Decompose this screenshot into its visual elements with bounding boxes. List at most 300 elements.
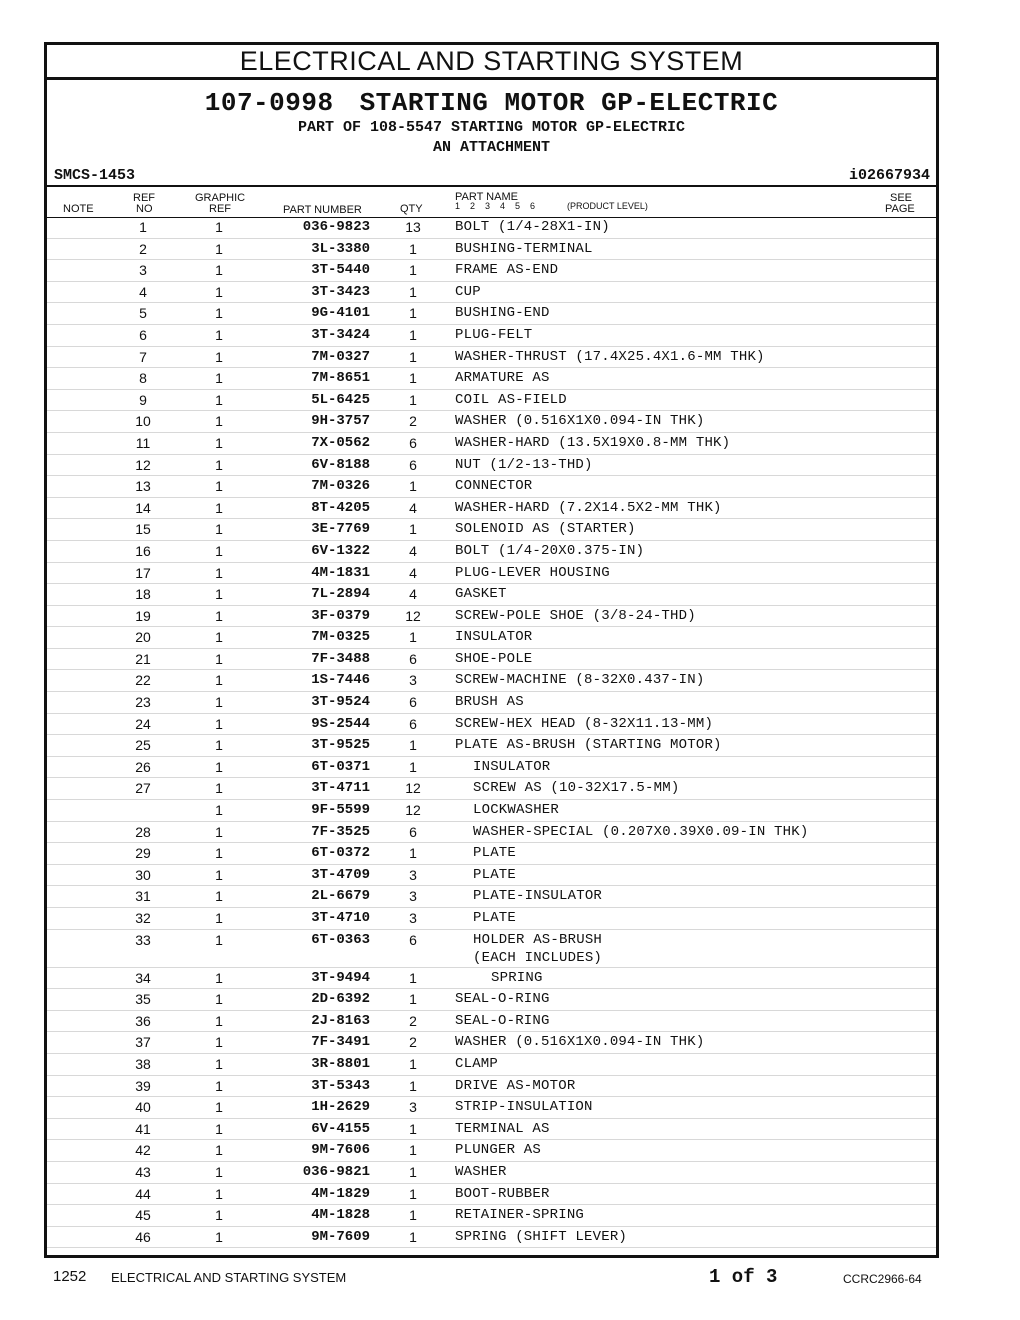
- graphic-ref: 1: [215, 456, 223, 473]
- table-row: [47, 541, 936, 563]
- quantity: 1: [409, 1142, 417, 1159]
- table-row: [47, 757, 936, 779]
- graphic-ref: 1: [215, 521, 223, 538]
- part-number: 6T-0372: [311, 845, 370, 862]
- quantity: 6: [409, 715, 417, 732]
- table-header: [47, 185, 936, 218]
- part-name: WASHER-THRUST (17.4X25.4X1.6-MM THK): [455, 348, 765, 365]
- part-number: 3T-3423: [311, 283, 370, 300]
- part-name: FRAME AS-END: [455, 262, 559, 279]
- part-number: 3L-3380: [311, 240, 370, 257]
- part-name: SEAL-O-RING: [455, 991, 550, 1008]
- header-ref-1: REF: [133, 192, 155, 204]
- ref-no: 37: [135, 1034, 151, 1051]
- quantity: 2: [409, 1034, 417, 1051]
- ref-no: 42: [135, 1142, 151, 1159]
- table-row: [47, 649, 936, 671]
- ref-no: 22: [135, 672, 151, 689]
- part-name: CONNECTOR: [455, 478, 533, 495]
- quantity: 3: [409, 866, 417, 883]
- ref-no: 18: [135, 586, 151, 603]
- quantity: 1: [409, 1163, 417, 1180]
- table-row: [47, 217, 936, 239]
- ref-no: 4: [139, 283, 147, 300]
- graphic-ref: 1: [215, 672, 223, 689]
- quantity: 2: [409, 1012, 417, 1029]
- part-number: 9M-7606: [311, 1142, 370, 1159]
- page-footer: [0, 1266, 1020, 1290]
- ref-no: 25: [135, 737, 151, 754]
- ref-no: 3: [139, 262, 147, 279]
- table-row: [47, 239, 936, 261]
- part-name: RETAINER-SPRING: [455, 1207, 585, 1224]
- part-name: INSULATOR: [473, 758, 551, 775]
- graphic-ref: 1: [215, 434, 223, 451]
- part-name: WASHER-SPECIAL (0.207X0.39X0.09-IN THK): [473, 823, 809, 840]
- quantity: 1: [409, 521, 417, 538]
- part-number: 9S-2544: [311, 715, 370, 732]
- part-number: 1S-7446: [311, 672, 370, 689]
- part-number: 3T-5343: [311, 1077, 370, 1094]
- table-row: [47, 800, 936, 822]
- parts-table-body: [47, 217, 936, 1248]
- part-name: GASKET: [455, 586, 507, 603]
- part-name: BOOT-RUBBER: [455, 1185, 550, 1202]
- footer-section: ELECTRICAL AND STARTING SYSTEM: [111, 1270, 347, 1285]
- graphic-ref: 1: [215, 348, 223, 365]
- part-number: 7F-3491: [311, 1034, 370, 1051]
- header-levels: 1 2 3 4 5 6: [455, 201, 536, 211]
- graphic-ref: 1: [215, 326, 223, 343]
- quantity: 12: [405, 780, 421, 797]
- ref-no: 35: [135, 991, 151, 1008]
- header-see-1: SEE: [890, 192, 913, 204]
- ref-no: 38: [135, 1055, 151, 1072]
- part-name: BOLT (1/4-28X1-IN): [455, 219, 610, 235]
- graphic-ref: 1: [215, 823, 223, 840]
- part-number: 3T-3424: [311, 326, 370, 343]
- part-number: 3T-4710: [311, 910, 370, 926]
- table-row: [47, 735, 936, 757]
- part-name: SHOE-POLE: [455, 650, 533, 667]
- table-row: [47, 692, 936, 714]
- quantity: 4: [409, 542, 417, 559]
- graphic-ref: 1: [215, 802, 223, 819]
- ref-no: 16: [135, 542, 151, 559]
- ref-no: 11: [135, 434, 151, 451]
- quantity: 3: [409, 910, 417, 926]
- graphic-ref: 1: [215, 391, 223, 408]
- part-name: SCREW-MACHINE (8-32X0.437-IN): [455, 672, 705, 689]
- table-row: [47, 368, 936, 390]
- ref-no: 36: [135, 1012, 151, 1029]
- quantity: 3: [409, 1099, 417, 1116]
- ref-no: 43: [135, 1163, 151, 1180]
- ref-no: 5: [139, 305, 147, 322]
- part-name: PLATE AS-BRUSH (STARTING MOTOR): [455, 737, 722, 754]
- graphic-ref: 1: [215, 1163, 223, 1180]
- quantity: 3: [409, 888, 417, 905]
- graphic-ref: 1: [215, 305, 223, 322]
- part-name: SCREW-POLE SHOE (3/8-24-THD): [455, 607, 696, 624]
- table-row: [47, 1205, 936, 1227]
- ref-no: 27: [135, 780, 151, 797]
- part-number: 3F-0379: [311, 607, 370, 624]
- table-row: [47, 865, 936, 887]
- quantity: 1: [409, 240, 417, 257]
- graphic-ref: 1: [215, 478, 223, 495]
- graphic-ref: 1: [215, 1012, 223, 1029]
- part-name: WASHER (0.516X1X0.094-IN THK): [455, 1034, 705, 1051]
- quantity: 12: [405, 607, 421, 624]
- part-name: STRIP-INSULATION: [455, 1099, 593, 1116]
- table-row: [47, 584, 936, 606]
- table-row: [47, 989, 936, 1011]
- part-name: SPRING (SHIFT LEVER): [455, 1228, 628, 1245]
- ref-no: 31: [135, 888, 151, 905]
- ref-no: 7: [139, 348, 147, 365]
- table-row: [47, 670, 936, 692]
- ref-no: 29: [135, 845, 151, 862]
- ref-no: 30: [135, 866, 151, 883]
- quantity: 1: [409, 326, 417, 343]
- part-number: 7M-0326: [311, 478, 370, 495]
- table-row: [47, 347, 936, 369]
- part-number: 7X-0562: [311, 434, 370, 451]
- part-name: NUT (1/2-13-THD): [455, 456, 593, 473]
- table-row: [47, 563, 936, 585]
- quantity: 1: [409, 478, 417, 495]
- part-number: 3T-9525: [311, 737, 370, 754]
- quantity: 6: [409, 456, 417, 473]
- table-row: [47, 1097, 936, 1119]
- part-name: LOCKWASHER: [473, 802, 560, 819]
- table-row: [47, 411, 936, 433]
- graphic-ref: 1: [215, 737, 223, 754]
- ref-no: 1: [139, 219, 147, 235]
- graphic-ref: 1: [215, 715, 223, 732]
- part-name: BRUSH AS: [455, 694, 524, 711]
- quantity: 1: [409, 1207, 417, 1224]
- graphic-ref: 1: [215, 1120, 223, 1137]
- part-name: TERMINAL AS: [455, 1120, 550, 1137]
- table-row: [47, 886, 936, 908]
- ref-no: 32: [135, 910, 151, 926]
- part-of-line: PART OF 108-5547 STARTING MOTOR GP-ELECTRIC: [297, 119, 686, 136]
- graphic-ref: 1: [215, 650, 223, 667]
- part-number: 7M-0327: [311, 348, 370, 365]
- quantity: 6: [409, 931, 417, 948]
- part-number: 4M-1828: [311, 1207, 370, 1224]
- quantity: 6: [409, 823, 417, 840]
- part-name: PLATE: [473, 845, 517, 862]
- graphic-ref: 1: [215, 370, 223, 387]
- graphic-ref: 1: [215, 629, 223, 646]
- quantity: 6: [409, 650, 417, 667]
- part-name: BUSHING-END: [455, 305, 550, 322]
- quantity: 1: [409, 391, 417, 408]
- table-row: [47, 778, 936, 800]
- part-name: CLAMP: [455, 1055, 499, 1072]
- table-row: [47, 476, 936, 498]
- table-row: [47, 714, 936, 736]
- footer-page-number: 1252: [53, 1268, 87, 1285]
- part-number: 9F-5599: [311, 802, 370, 819]
- part-number: 3T-9524: [311, 694, 370, 711]
- ref-no: 10: [135, 413, 151, 430]
- part-number: 2D-6392: [311, 991, 370, 1008]
- ref-no: 40: [135, 1099, 151, 1116]
- part-number: 7L-2894: [311, 586, 370, 603]
- table-row: [47, 303, 936, 325]
- quantity: 1: [409, 758, 417, 775]
- quantity: 1: [409, 1228, 417, 1245]
- ref-no: 23: [135, 694, 151, 711]
- part-name: WASHER-HARD (7.2X14.5X2-MM THK): [455, 499, 722, 516]
- ref-no: 8: [139, 370, 147, 387]
- part-number: 2J-8163: [311, 1012, 370, 1029]
- quantity: 4: [409, 586, 417, 603]
- table-row: [47, 1054, 936, 1076]
- table-row: [47, 606, 936, 628]
- part-number: 9M-7609: [311, 1228, 370, 1245]
- quantity: 1: [409, 845, 417, 862]
- part-name: WASHER-HARD (13.5X19X0.8-MM THK): [455, 434, 731, 451]
- graphic-ref: 1: [215, 845, 223, 862]
- graphic-ref: 1: [215, 888, 223, 905]
- table-row: [47, 433, 936, 455]
- table-row: [47, 1076, 936, 1098]
- header-see-2: PAGE: [885, 203, 915, 215]
- table-row: [47, 843, 936, 865]
- graphic-ref: 1: [215, 219, 223, 235]
- quantity: 1: [409, 305, 417, 322]
- graphic-ref: 1: [215, 1099, 223, 1116]
- header-ref-2: NO: [136, 203, 153, 215]
- part-number: 5L-6425: [311, 391, 370, 408]
- graphic-ref: 1: [215, 1034, 223, 1051]
- ref-no: 34: [135, 969, 151, 986]
- ref-no: 24: [135, 715, 151, 732]
- quantity: 1: [409, 1185, 417, 1202]
- table-row: [47, 1011, 936, 1033]
- part-number: 6T-0363: [311, 931, 370, 948]
- part-number: 4M-1831: [311, 564, 370, 581]
- footer-doc-code: CCRC2966-64: [843, 1272, 922, 1286]
- table-row: [47, 1184, 936, 1206]
- quantity: 3: [409, 672, 417, 689]
- part-number: 3T-4711: [311, 780, 370, 797]
- ref-no: 17: [135, 564, 151, 581]
- table-row: [47, 1119, 936, 1141]
- table-row: [47, 260, 936, 282]
- part-name: SPRING: [491, 969, 543, 986]
- group-title: [47, 88, 936, 118]
- graphic-ref: 1: [215, 1185, 223, 1202]
- graphic-ref: 1: [215, 1228, 223, 1245]
- graphic-ref: 1: [215, 694, 223, 711]
- part-name: CUP: [455, 283, 481, 300]
- table-row: [47, 1032, 936, 1054]
- graphic-ref: 1: [215, 283, 223, 300]
- part-name: BOLT (1/4-20X0.375-IN): [455, 542, 645, 559]
- ref-no: 26: [135, 758, 151, 775]
- part-name: HOLDER AS-BRUSH: [473, 931, 603, 948]
- part-name: SCREW AS (10-32X17.5-MM): [473, 780, 680, 797]
- part-number: 7M-0325: [311, 629, 370, 646]
- part-number: 9H-3757: [311, 413, 370, 430]
- ref-no: 19: [135, 607, 151, 624]
- table-row: [47, 519, 936, 541]
- part-number: 8T-4205: [311, 499, 370, 516]
- quantity: 1: [409, 737, 417, 754]
- part-number: 7F-3525: [311, 823, 370, 840]
- header-qty: QTY: [400, 203, 423, 215]
- ref-no: 9: [139, 391, 147, 408]
- ref-no: 12: [135, 456, 151, 473]
- table-row: [47, 390, 936, 412]
- graphic-ref: 1: [215, 499, 223, 516]
- ref-no: 15: [135, 521, 151, 538]
- part-name: PLATE: [473, 866, 517, 883]
- table-row: [47, 498, 936, 520]
- quantity: 4: [409, 564, 417, 581]
- part-number: 036-9823: [302, 219, 370, 235]
- header-note: NOTE: [63, 203, 94, 215]
- header-product-level: (PRODUCT LEVEL): [567, 201, 648, 211]
- part-name: WASHER (0.516X1X0.094-IN THK): [455, 413, 705, 430]
- section-title: ELECTRICAL AND STARTING SYSTEM: [47, 45, 936, 80]
- quantity: 1: [409, 1055, 417, 1072]
- ref-no: 14: [135, 499, 151, 516]
- table-row: [47, 455, 936, 477]
- part-number: 1H-2629: [311, 1099, 370, 1116]
- part-name: PLUNGER AS: [455, 1142, 542, 1159]
- quantity: 12: [405, 802, 421, 819]
- ref-no: 44: [135, 1185, 151, 1202]
- graphic-ref: 1: [215, 931, 223, 948]
- part-name: SOLENOID AS (STARTER): [455, 521, 636, 538]
- part-number: 7M-8651: [311, 370, 370, 387]
- table-row: [47, 627, 936, 649]
- quantity: 1: [409, 991, 417, 1008]
- ref-no: 33: [135, 931, 151, 948]
- table-row: [47, 968, 936, 990]
- attachment-line: AN ATTACHMENT: [432, 139, 551, 156]
- ref-no: 21: [135, 650, 151, 667]
- part-number: 3E-7769: [311, 521, 370, 538]
- quantity: 1: [409, 1077, 417, 1094]
- table-row: [47, 282, 936, 304]
- graphic-ref: 1: [215, 564, 223, 581]
- part-number: 6V-8188: [311, 456, 370, 473]
- part-name: WASHER: [455, 1163, 507, 1180]
- part-number: 7F-3488: [311, 650, 370, 667]
- part-number: 9G-4101: [311, 305, 370, 322]
- part-number: 3T-5440: [311, 262, 370, 279]
- part-name-continuation: (EACH INCLUDES): [473, 949, 603, 966]
- part-number: 3T-4709: [311, 866, 370, 883]
- table-row: [47, 822, 936, 844]
- quantity: 6: [409, 694, 417, 711]
- graphic-ref: 1: [215, 542, 223, 559]
- part-number: 6V-4155: [311, 1120, 370, 1137]
- graphic-ref: 1: [215, 586, 223, 603]
- quantity: 4: [409, 499, 417, 516]
- quantity: 1: [409, 283, 417, 300]
- graphic-ref: 1: [215, 780, 223, 797]
- table-row: [47, 908, 936, 930]
- part-name: INSULATOR: [455, 629, 533, 646]
- graphic-ref: 1: [215, 1077, 223, 1094]
- graphic-ref: 1: [215, 1142, 223, 1159]
- part-number: 6T-0371: [311, 758, 370, 775]
- header-graphic-1: GRAPHIC: [195, 192, 246, 204]
- quantity: 1: [409, 370, 417, 387]
- table-row: [47, 1227, 936, 1249]
- graphic-ref: 1: [215, 1207, 223, 1224]
- quantity: 13: [405, 219, 421, 235]
- graphic-ref: 1: [215, 262, 223, 279]
- ref-no: 6: [139, 326, 147, 343]
- quantity: 6: [409, 434, 417, 451]
- part-number: 3R-8801: [311, 1055, 370, 1072]
- table-row: [47, 325, 936, 347]
- part-name: SEAL-O-RING: [455, 1012, 550, 1029]
- part-name: DRIVE AS-MOTOR: [455, 1077, 576, 1094]
- graphic-ref: 1: [215, 1055, 223, 1072]
- part-number: 2L-6679: [311, 888, 370, 905]
- header-graphic-2: REF: [209, 203, 231, 215]
- part-name: ARMATURE AS: [455, 370, 550, 387]
- header-part-name: PART NAME: [455, 191, 518, 203]
- ref-no: 2: [139, 240, 147, 257]
- ref-no: 20: [135, 629, 151, 646]
- part-name: PLUG-FELT: [455, 326, 533, 343]
- part-number: 3T-9494: [311, 969, 370, 986]
- ref-no: 13: [135, 478, 151, 495]
- part-name: BUSHING-TERMINAL: [455, 240, 593, 257]
- graphic-ref: 1: [215, 413, 223, 430]
- part-name: SCREW-HEX HEAD (8-32X11.13-MM): [455, 715, 714, 732]
- smcs-code: SMCS-1453: [54, 167, 136, 184]
- quantity: 2: [409, 413, 417, 430]
- quantity: 1: [409, 348, 417, 365]
- part-name: PLATE-INSULATOR: [473, 888, 603, 905]
- group-name: STARTING MOTOR GP-ELECTRIC: [359, 88, 779, 118]
- part-number: 6V-1322: [311, 542, 370, 559]
- quantity: 1: [409, 629, 417, 646]
- graphic-ref: 1: [215, 758, 223, 775]
- table-row: [47, 930, 936, 968]
- illustration-id: i02667934: [848, 167, 930, 184]
- ref-no: 45: [135, 1207, 151, 1224]
- part-name: COIL AS-FIELD: [455, 391, 567, 408]
- quantity: 1: [409, 1120, 417, 1137]
- ref-no: 41: [135, 1120, 151, 1137]
- header-part-number: PART NUMBER: [283, 204, 362, 216]
- parts-page-frame: [44, 42, 939, 1258]
- quantity: 1: [409, 969, 417, 986]
- footer-page-of: 1 of 3: [709, 1266, 778, 1288]
- graphic-ref: 1: [215, 991, 223, 1008]
- table-row: [47, 1162, 936, 1184]
- ref-no: 28: [135, 823, 151, 840]
- table-row: [47, 1140, 936, 1162]
- part-number: 036-9821: [302, 1163, 370, 1180]
- graphic-ref: 1: [215, 866, 223, 883]
- graphic-ref: 1: [215, 240, 223, 257]
